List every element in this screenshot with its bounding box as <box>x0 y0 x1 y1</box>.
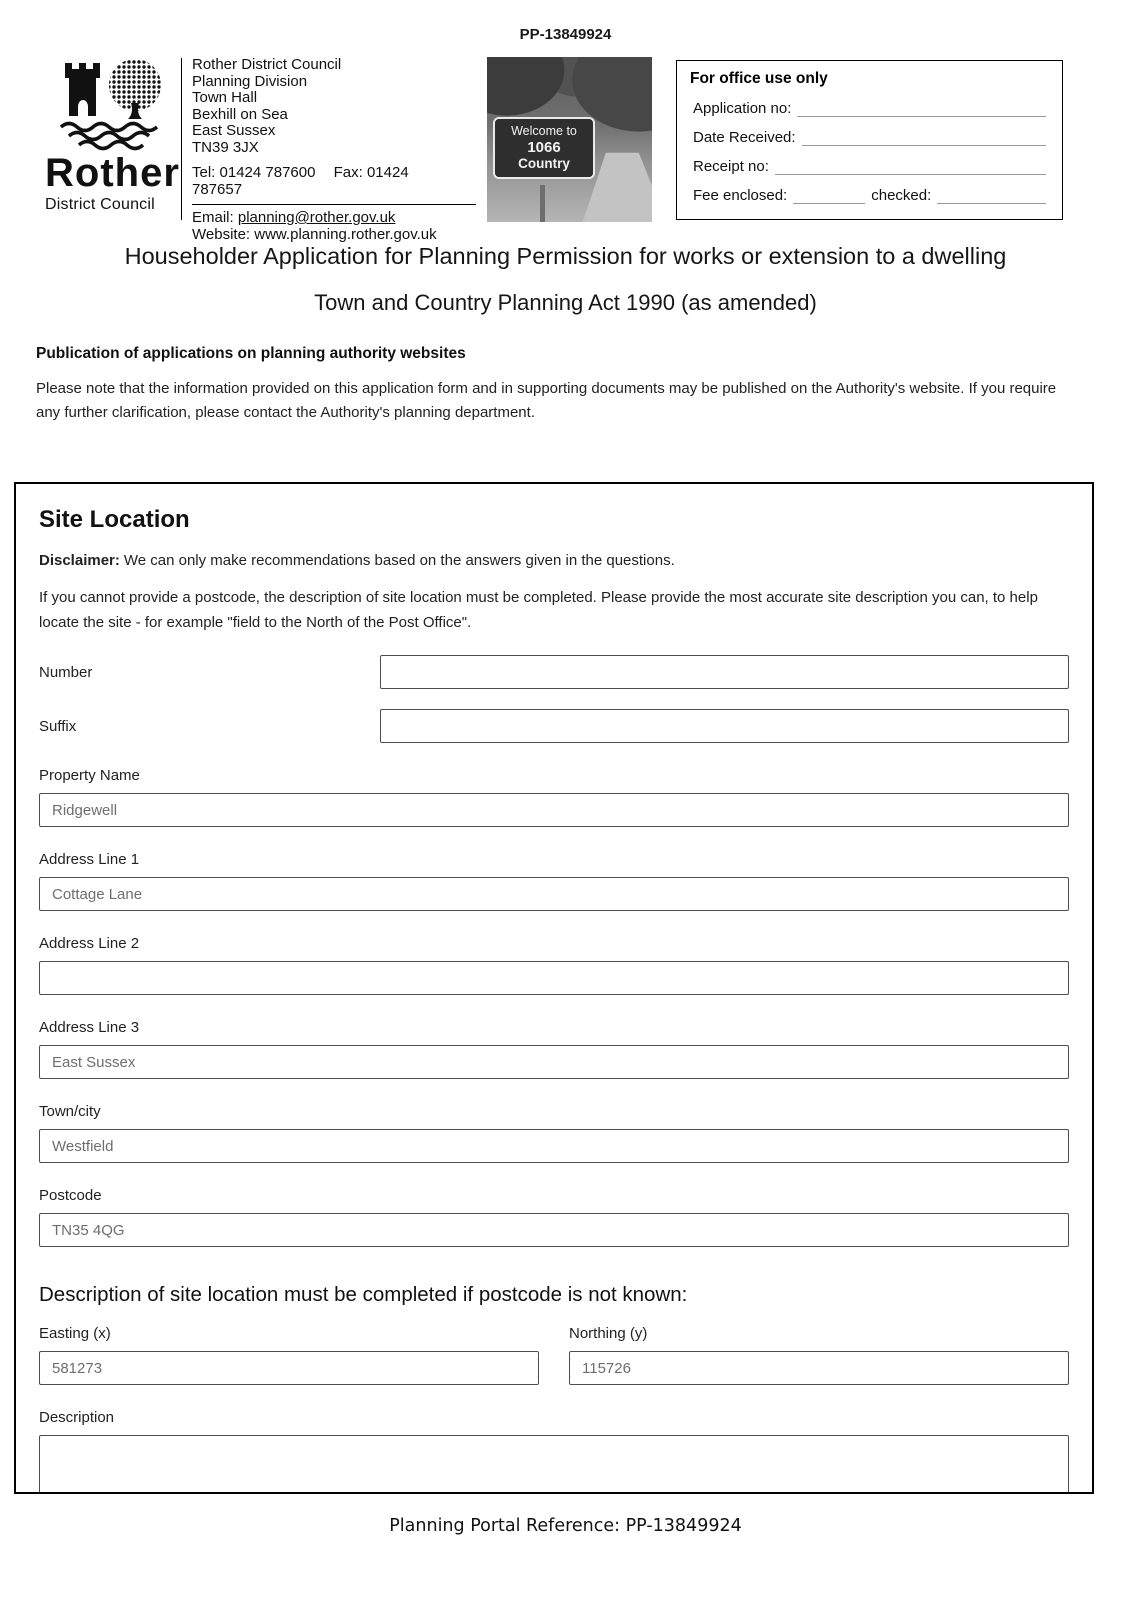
property-name-input[interactable] <box>39 793 1069 827</box>
sign-line-1: Welcome to <box>511 124 577 138</box>
council-address-line: TN39 3JX <box>192 138 259 156</box>
address-line-2-input[interactable] <box>39 961 1069 995</box>
suffix-field-row <box>39 709 1069 743</box>
postcode-input[interactable] <box>39 1213 1069 1247</box>
office-field-application-no <box>693 100 1046 117</box>
council-tel: Tel: 01424 787600 <box>192 164 316 181</box>
publication-heading: Publication of applications on planning authority websites <box>36 345 466 362</box>
number-label: Number <box>39 663 93 681</box>
site-location-intro: If you cannot provide a postcode, the description of site location must be completed. Please provide the most accurate site description you can, to help locate the site - for example "field to the North of the Post Office". <box>39 589 1038 631</box>
office-field-fee <box>693 187 1046 204</box>
council-crest-icon <box>47 55 177 153</box>
postcode-field <box>39 1187 1069 1247</box>
write-in-line <box>802 131 1046 146</box>
council-website-row <box>192 226 476 243</box>
website-value: www.planning.rother.gov.uk <box>254 226 437 243</box>
address-line-1-field <box>39 851 1069 911</box>
office-field-receipt-no <box>693 158 1046 175</box>
write-in-line <box>937 189 1046 204</box>
northing-input[interactable] <box>569 1351 1069 1385</box>
easting-input[interactable] <box>39 1351 539 1385</box>
council-fax: Fax: 01424 787657 <box>192 164 409 198</box>
header-divider <box>181 58 182 220</box>
email-link[interactable]: planning@rother.gov.uk <box>237 209 396 226</box>
write-in-line <box>793 189 865 204</box>
town-city-label: Town/city <box>39 1103 101 1120</box>
property-name-field <box>39 767 1069 827</box>
welcome-sign <box>493 117 595 179</box>
write-in-line <box>797 102 1046 117</box>
council-address-line: Rother District Council <box>192 56 342 73</box>
description-label: Description <box>39 1409 115 1426</box>
email-label: Email: <box>192 209 234 226</box>
town-city-input[interactable] <box>39 1129 1069 1163</box>
address-line-1-label: Address Line 1 <box>39 851 140 868</box>
address-line-3-input[interactable] <box>39 1045 1069 1079</box>
coordinates-row <box>39 1325 1069 1385</box>
site-location-section <box>14 482 1094 1494</box>
description-field <box>39 1409 1069 1494</box>
address-line-1-input[interactable] <box>39 877 1069 911</box>
contact-separator <box>192 204 476 205</box>
website-label: Website: <box>192 226 251 243</box>
office-field-label: Receipt no: <box>693 158 769 175</box>
disclaimer-text: We can only make recommendations based on the answers given in the questions. <box>123 552 675 569</box>
council-address-line: East Sussex <box>192 122 276 139</box>
address-line-2-field <box>39 935 1069 995</box>
number-input[interactable] <box>380 655 1069 689</box>
office-use-box <box>676 60 1063 220</box>
suffix-label: Suffix <box>39 717 77 735</box>
site-location-heading: Site Location <box>39 506 190 533</box>
council-address-line: Town Hall <box>192 89 258 106</box>
council-address-line: Planning Division <box>192 72 308 90</box>
council-logo <box>45 55 180 214</box>
number-field-row <box>39 655 1069 689</box>
council-email-row <box>192 209 476 226</box>
office-field-label: Application no: <box>693 100 792 117</box>
office-field-label: Date Received: <box>693 129 796 146</box>
easting-label: Easting (x) <box>39 1325 111 1342</box>
address-line-2-label: Address Line 2 <box>39 935 140 952</box>
postcode-label: Postcode <box>39 1187 102 1204</box>
property-name-label: Property Name <box>39 767 140 784</box>
northing-label: Northing (y) <box>569 1325 648 1342</box>
checked-label: checked: <box>871 187 932 204</box>
portal-reference: Planning Portal Reference: PP-13849924 <box>389 1516 742 1536</box>
sign-line-3: Country <box>518 156 570 171</box>
publication-text: Please note that the information provided on this application form and in supporting documents may be published on the Authority's website. If you require any further clarification, please contact the Authority's planning department. <box>36 380 1057 421</box>
welcome-1066-country-photo <box>487 57 652 222</box>
footer <box>0 1516 1131 1536</box>
logo-subtitle: District Council <box>45 196 155 213</box>
sign-pole <box>540 185 545 222</box>
easting-field <box>39 1325 539 1385</box>
address-line-3-label: Address Line 3 <box>39 1019 140 1036</box>
council-address-line: Bexhill on Sea <box>192 105 288 123</box>
act-subtitle: Town and Country Planning Act 1990 (as amended) <box>314 290 817 315</box>
application-reference: PP-13849924 <box>519 26 612 43</box>
description-textarea[interactable] <box>39 1435 1069 1494</box>
write-in-line <box>775 160 1046 175</box>
disclaimer-label: Disclaimer: <box>39 552 120 569</box>
town-city-field <box>39 1103 1069 1163</box>
disclaimer <box>39 552 1069 569</box>
address-line-3-field <box>39 1019 1069 1079</box>
northing-field <box>569 1325 1069 1385</box>
suffix-input[interactable] <box>380 709 1069 743</box>
council-address <box>192 57 476 243</box>
logo-wordmark: Rother <box>45 151 180 195</box>
fee-enclosed-label: Fee enclosed: <box>693 187 788 204</box>
sign-line-2: 1066 <box>527 139 561 156</box>
form-header <box>0 0 1131 243</box>
form-title: Householder Application for Planning Permission for works or extension to a dwelling <box>124 243 1007 269</box>
office-field-date-received <box>693 129 1046 146</box>
description-requirement-heading: Description of site location must be completed if postcode is not known: <box>39 1283 688 1306</box>
council-phone-row <box>192 165 476 198</box>
office-use-title: For office use only <box>690 70 828 87</box>
